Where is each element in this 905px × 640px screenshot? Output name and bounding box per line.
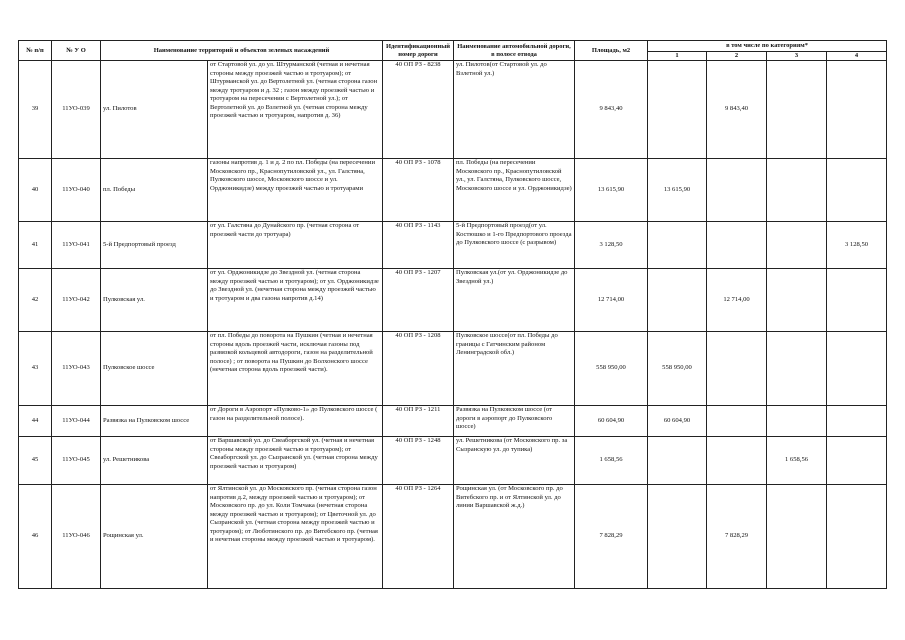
row-category-2: 12 714,00: [707, 269, 767, 332]
row-object-name: Пулковская ул.: [101, 269, 208, 332]
row-road-name: ул. Пилотов(от Стартовой ул. до Взлетной ул.): [454, 61, 575, 159]
header-num: № п/п: [19, 41, 52, 61]
row-category-2: [707, 406, 767, 437]
row-object-name: ул. Пилотов: [101, 61, 208, 159]
table-row: [19, 61, 887, 159]
row-uo-code: 11УО-042: [52, 269, 101, 332]
table-row: [19, 222, 887, 269]
row-road-id: 40 ОП РЗ - 1207: [383, 269, 454, 332]
row-road-id: 40 ОП РЗ - 8238: [383, 61, 454, 159]
row-road-name: пл. Победы (на пересечении Московского пр., Краснопутиловской ул., ул. Галстяна, Пулковского шоссе, Московского шоссе и ул. Орджоникидзе): [454, 159, 575, 222]
row-road-name: Пулковское шоссе(от пл. Победы до границы с Гатчинским районом Ленинградской обл.): [454, 332, 575, 406]
row-category-4: 3 128,50: [827, 222, 887, 269]
row-category-1: [648, 222, 707, 269]
header-category-4: 4: [827, 52, 887, 61]
row-uo-code: 11УО-044: [52, 406, 101, 437]
document-page: [18, 40, 886, 589]
row-number: 41: [19, 222, 52, 269]
row-uo-code: 11УО-046: [52, 485, 101, 589]
green-areas-table: [18, 40, 887, 589]
row-category-4: [827, 159, 887, 222]
row-category-2: [707, 332, 767, 406]
row-road-id: 40 ОП РЗ - 1248: [383, 437, 454, 485]
row-road-id: 40 ОП РЗ - 1078: [383, 159, 454, 222]
row-object-name: Рощинская ул.: [101, 485, 208, 589]
table-row: [19, 269, 887, 332]
row-category-3: [767, 159, 827, 222]
row-category-1: [648, 437, 707, 485]
row-road-name: 5-й Предпортовый проезд(от ул. Костюшко и 1-го Предпортового проезда до Пулковского шоссе (с разрывом): [454, 222, 575, 269]
row-category-1: 60 604,90: [648, 406, 707, 437]
row-road-id: 40 ОП РЗ - 1208: [383, 332, 454, 406]
row-category-2: [707, 437, 767, 485]
row-road-id: 40 ОП РЗ - 1264: [383, 485, 454, 589]
row-area: 13 615,90: [575, 159, 648, 222]
table-row: [19, 332, 887, 406]
row-area: 60 604,90: [575, 406, 648, 437]
row-uo-code: 11УО-043: [52, 332, 101, 406]
row-number: 43: [19, 332, 52, 406]
header-uo: № У О: [52, 41, 101, 61]
row-category-2: 7 828,29: [707, 485, 767, 589]
table-row: [19, 437, 887, 485]
row-object-name: Пулковское шоссе: [101, 332, 208, 406]
row-description: от ул. Орджоникидзе до Звездной ул. (четная сторона между проезжей частью и тротуаром); от ул. Орджоникидзе до Звездной ул. (нечетная сторона между проезжей частью и тротуаром и два газона напротив д.14): [208, 269, 383, 332]
row-area: 12 714,00: [575, 269, 648, 332]
row-area: 558 950,00: [575, 332, 648, 406]
table-row: [19, 159, 887, 222]
table-row: [19, 406, 887, 437]
row-number: 40: [19, 159, 52, 222]
header-area: Площадь, м2: [575, 41, 648, 61]
row-object-name: Развязка на Пулковском шоссе: [101, 406, 208, 437]
row-category-3: [767, 269, 827, 332]
row-category-4: [827, 269, 887, 332]
header-category-group: в том числе по категориям*: [648, 41, 887, 52]
row-category-1: 13 615,90: [648, 159, 707, 222]
row-category-4: [827, 61, 887, 159]
row-area: 9 843,40: [575, 61, 648, 159]
row-category-1: [648, 61, 707, 159]
row-category-3: [767, 485, 827, 589]
row-description: от Варшавской ул. до Свеаборгской ул. (четная и нечетная стороны между проезжей частью и тротуаром); от Свеаборгской ул. до Сызранской ул. (четная сторона между проезжей частью и тротуаром): [208, 437, 383, 485]
header-road: Наименование автомобильной дороги, в полосе отвода: [454, 41, 575, 61]
row-road-name: ул. Решетникова (от Московского пр. за Сызранскую ул. до тупика): [454, 437, 575, 485]
header-category-2: 2: [707, 52, 767, 61]
row-description: от пл. Победы до поворота на Пушкин (четная и нечетная стороны вдоль проезжей части, исключая газоны под развязкой кольцевой автодороги, газон на разделительной полосе) ; от поворота на Пушкин до Волхонского шоссе (нечетная сторона вдоль проезжей части).: [208, 332, 383, 406]
row-number: 46: [19, 485, 52, 589]
header-name: Наименование территорий и объектов зеленых насаждений: [101, 41, 383, 61]
table-row: [19, 485, 887, 589]
row-area: 3 128,50: [575, 222, 648, 269]
header-id: Идентификационный номер дороги: [383, 41, 454, 61]
header-category-1: 1: [648, 52, 707, 61]
row-number: 44: [19, 406, 52, 437]
row-road-id: 40 ОП РЗ - 1211: [383, 406, 454, 437]
row-category-3: [767, 61, 827, 159]
row-category-4: [827, 406, 887, 437]
row-category-2: [707, 159, 767, 222]
row-category-3: [767, 222, 827, 269]
row-uo-code: 11УО-045: [52, 437, 101, 485]
row-category-3: 1 658,56: [767, 437, 827, 485]
row-description: газоны напротив д. 1 и д. 2 по пл. Победы (на пересечении Московского пр., Краснопутиловской ул., ул. Галстяна, Пулковского шоссе, Московского шоссе и ул. Орджоникидзе) между проезжей частью и тротуарами: [208, 159, 383, 222]
row-category-1: 558 950,00: [648, 332, 707, 406]
row-category-3: [767, 332, 827, 406]
row-category-2: 9 843,40: [707, 61, 767, 159]
row-category-4: [827, 437, 887, 485]
row-uo-code: 11УО-039: [52, 61, 101, 159]
row-category-4: [827, 332, 887, 406]
header-category-3: 3: [767, 52, 827, 61]
row-road-name: Пулковская ул.(от ул. Орджоникидзе до Звездной ул.): [454, 269, 575, 332]
row-road-id: 40 ОП РЗ - 1143: [383, 222, 454, 269]
row-road-name: Рощинская ул. (от Московского пр. до Витебского пр. и от Ялтинской ул. до линии Варшавской ж.д.): [454, 485, 575, 589]
row-number: 42: [19, 269, 52, 332]
row-description: от Дороги в Аэропорт «Пулково-1» до Пулковского шоссе ( газон на разделительной полосе).: [208, 406, 383, 437]
row-category-1: [648, 485, 707, 589]
row-description: от Стартовой ул. до ул. Штурманской (четная и нечетная стороны между проезжей частью и тротуаром); от Штурманской ул. до Вертолетной ул. (четная сторона газон между тротуаром и д. 32 ; газон между проезжей частью и тротуаром на пересечении с Вертолетной ул.); от Вертолетной ул. до Взлетной ул. (четная сторона между проезжей частью и тротуаром, напротив д. 36): [208, 61, 383, 159]
row-area: 7 828,29: [575, 485, 648, 589]
row-road-name: Развязка на Пулковском шоссе (от дороги в аэропорт до Пулковского шоссе): [454, 406, 575, 437]
row-description: от ул. Галстяна до Дунайского пр. (четная сторона от проезжей части до тротуара): [208, 222, 383, 269]
row-uo-code: 11УО-041: [52, 222, 101, 269]
row-category-1: [648, 269, 707, 332]
row-uo-code: 11УО-040: [52, 159, 101, 222]
row-category-2: [707, 222, 767, 269]
row-object-name: ул. Решетникова: [101, 437, 208, 485]
row-description: от Ялтинской ул. до Московского пр. (четная сторона газон напротив д.2, между проезжей частью и тротуаром); от Московского пр. до ул. Коли Томчака (нечетная сторона между проезжей частью и тротуаром); от Цветочной ул. до Сызранской ул. (четная сторона между проезжей частью и тротуаром); от Люботинского пр. до Витебского пр. (четная и нечетная стороны между проезжей частью и тротуаром).: [208, 485, 383, 589]
row-object-name: пл. Победы: [101, 159, 208, 222]
row-category-3: [767, 406, 827, 437]
row-area: 1 658,56: [575, 437, 648, 485]
row-category-4: [827, 485, 887, 589]
row-number: 45: [19, 437, 52, 485]
row-number: 39: [19, 61, 52, 159]
row-object-name: 5-й Предпортовый проезд: [101, 222, 208, 269]
